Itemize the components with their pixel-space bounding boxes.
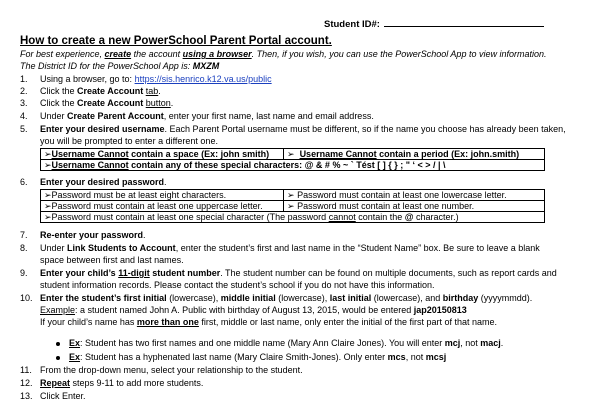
password-rule-uppercase: ➢Password must contain at least one uppercase letter. [41, 201, 284, 212]
step-4: 4. Under Create Parent Account, enter your first name, last name and email address. [20, 111, 374, 121]
password-rules-table [40, 189, 545, 223]
username-rules-table [40, 148, 545, 171]
step-7: 7. Re-enter your password. [20, 230, 146, 240]
step-3: 3. Click the Create Account button. [20, 98, 174, 108]
bullet-dot [56, 356, 60, 360]
username-rule-special-chars: ➢Username Cannot contain any of these special characters: @ & # % ~ ` Tést [ ] { } ; " ‘ < > / | \ [41, 160, 545, 171]
district-id: MXZM [192, 61, 220, 71]
step-9-continued: student information records. Please contact the student’s school if you do not have this information. [40, 280, 435, 290]
step-12: 12. Repeat steps 9-11 to add more students. [20, 378, 204, 388]
bullet-example-2: Ex: Student has a hyphenated last name (Mary Claire Smith-Jones). Only enter mcs, not mcsj [56, 352, 446, 363]
bullet-dot [56, 342, 60, 346]
page-title: How to create a new PowerSchool Parent Portal account. [20, 35, 332, 47]
password-rule-length: ➢Password must be at least eight characters. [41, 190, 284, 201]
step-5-continued: you will be prompted to enter a different one. [40, 136, 218, 146]
step-10-note: If your child’s name has more than one first, middle or last name, only enter the initial of the first part of that name. [40, 317, 498, 327]
step-6: 6. Enter your desired password. [20, 177, 167, 187]
step-13: 13. Click Enter. [20, 391, 86, 401]
step-1: 1. Using a browser, go to: https://sis.henrico.k12.va.us/public [20, 74, 272, 84]
password-rule-number: ➢ Password must contain at least one number. [284, 201, 545, 212]
bullet-example-1: Ex: Student has two first names and one middle name (Mary Ann Claire Jones). You will enter mcj, not macj. [56, 338, 503, 349]
student-id-blank-line[interactable] [384, 17, 544, 27]
step-10-example: Example: a student named John A. Public with birthday of August 13, 2015, would be entered jap20150813 [40, 305, 467, 315]
username-rule-space: ➢Username Cannot contain a space (Ex: john smith) [41, 149, 284, 160]
step-10: 10. Enter the student’s first initial (lowercase), middle initial (lowercase), last initial (lowercase), and birthday (yyyymmdd). [20, 293, 533, 303]
password-rule-special-char: ➢Password must contain at least one special character (The password cannot contain the @ character.) [41, 212, 545, 223]
intro-line-1: For best experience, create the account using a browser. Then, if you wish, you can use the PowerSchool App to view information. [20, 49, 547, 59]
step-8-continued: space between first and last names. [40, 255, 184, 265]
intro-line-2: The District ID for the PowerSchool App is: MXZM [20, 61, 220, 71]
student-id-label: Student ID#: [324, 19, 380, 30]
step-9: 9. Enter your child’s 11-digit student number. The student number can be found on multiple documents, such as report cards and [20, 268, 557, 278]
password-rule-lowercase: ➢ Password must contain at least one lowercase letter. [284, 190, 545, 201]
step-2: 2. Click the Create Account tab. [20, 86, 161, 96]
portal-url-link[interactable]: https://sis.henrico.k12.va.us/public [134, 74, 272, 84]
step-8: 8. Under Link Students to Account, enter the student’s first and last name in the “Student Name” box. Be sure to leave a blank [20, 243, 540, 253]
username-rule-period: ➢ Username Cannot contain a period (Ex: john.smith) [284, 149, 545, 160]
student-id-field [324, 17, 544, 30]
step-5: 5. Enter your desired username. Each Parent Portal username must be different, so if the name you choose has already been taken, [20, 124, 566, 134]
step-11: 11. From the drop-down menu, select your relationship to the student. [20, 365, 303, 375]
